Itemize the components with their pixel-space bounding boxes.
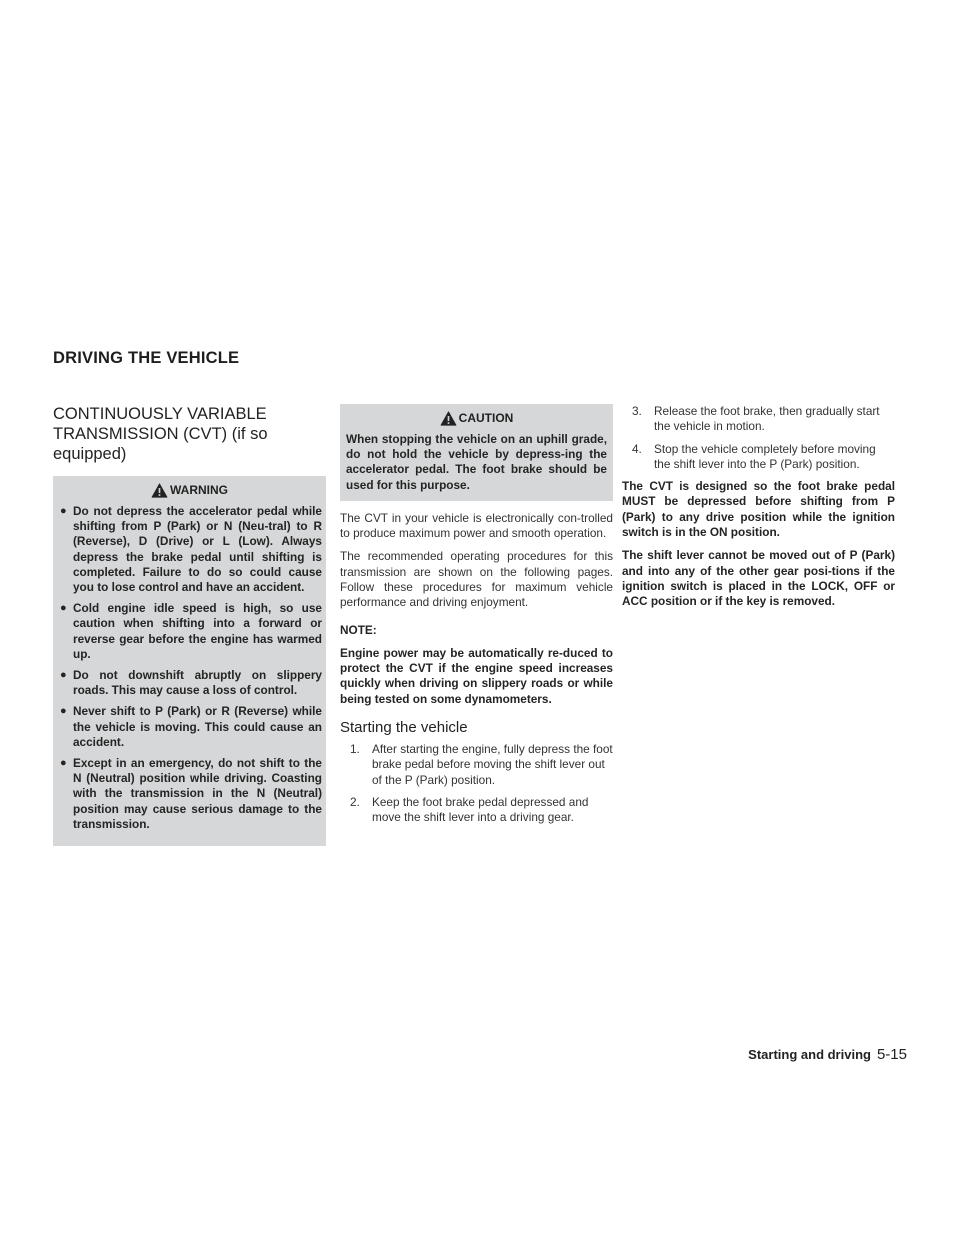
warning-item: ● Never shift to P (Park) or R (Reverse) while the vehicle is moving. This could cause an accident.	[60, 704, 322, 749]
warning-triangle-icon	[151, 483, 168, 498]
page-footer	[748, 1046, 907, 1063]
warning-item: ● Do not downshift abruptly on slippery roads. This may cause a loss of control.	[60, 668, 322, 698]
warning-list	[57, 504, 322, 832]
warning-item: ● Do not depress the accelerator pedal while shifting from P (Park) or N (Neu-tral) to R (Reverse), D (Drive) or L (Low). Always depress the brake pedal until shifting is completed. Failure to do so could cause you to lose control and have an accident.	[60, 504, 322, 595]
section-title: DRIVING THE VEHICLE	[53, 349, 240, 367]
steps-list	[622, 404, 895, 472]
paragraph-bold: The shift lever cannot be moved out of P (Park) and into any of the other gear posi-tions if the ignition switch is placed in the LOCK, OFF or ACC position or if the key is removed.	[622, 548, 895, 609]
step-item: 4. Stop the vehicle completely before moving the shift lever into the P (Park) position.	[632, 441, 876, 471]
column-right	[622, 404, 895, 618]
paragraph: The recommended operating procedures for this transmission are shown on the following pages. Follow these procedures for maximum vehicle performance and driving enjoyment.	[340, 549, 613, 610]
note-label: NOTE:	[340, 622, 377, 637]
paragraph-bold: The CVT is designed so the foot brake pedal MUST be depressed before shifting from P (Park) to any drive position while the ignition switch is in the ON position.	[622, 479, 895, 540]
cvt-heading: CONTINUOUSLY VARIABLE TRANSMISSION (CVT) (if so equipped)	[53, 405, 268, 463]
step-item: 3. Release the foot brake, then gradually start the vehicle in motion.	[632, 404, 880, 434]
paragraph: The CVT in your vehicle is electronically con-trolled to produce maximum power and smooth operation.	[340, 510, 613, 541]
bullet-icon: ●	[60, 602, 67, 615]
warning-item: ● Except in an emergency, do not shift to the N (Neutral) position while driving. Coasting with the transmission in the N (Neutral) position may cause serious damage to the transmission.	[60, 756, 322, 831]
bullet-icon: ●	[60, 669, 67, 682]
step-item: 1. After starting the engine, fully depress the foot brake pedal before moving the shift lever out of the P (Park) position.	[350, 742, 613, 787]
starting-vehicle-heading: Starting the vehicle	[340, 719, 468, 737]
warning-item: ● Cold engine idle speed is high, so use caution when shifting into a forward or reverse gear before the engine has warmed up.	[60, 601, 322, 661]
column-middle	[340, 404, 613, 833]
warning-triangle-icon	[440, 411, 457, 426]
step-item: 2. Keep the foot brake pedal depressed and move the shift lever into a driving gear.	[350, 794, 589, 825]
caution-text: When stopping the vehicle on an uphill grade, do not hold the vehicle by depress-ing the accelerator pedal. The foot brake should be used for this purpose.	[346, 432, 607, 492]
caution-label: CAUTION	[458, 411, 514, 425]
warning-label: WARNING	[170, 483, 228, 497]
bullet-icon: ●	[60, 757, 67, 770]
bullet-icon: ●	[60, 705, 67, 718]
column-left	[53, 404, 326, 846]
note-text: Engine power may be automatically re-duced to protect the CVT if the engine speed increases quickly when driving on slippery roads or while being tested on some dynamometers.	[340, 645, 613, 706]
caution-header	[344, 408, 609, 428]
footer-chapter: Starting and driving	[748, 1047, 871, 1062]
caution-box	[340, 404, 613, 501]
steps-list	[340, 742, 613, 825]
warning-header	[57, 480, 322, 500]
warning-box	[53, 476, 326, 846]
bullet-icon: ●	[60, 505, 67, 517]
page-number: 5-15	[876, 1046, 907, 1063]
